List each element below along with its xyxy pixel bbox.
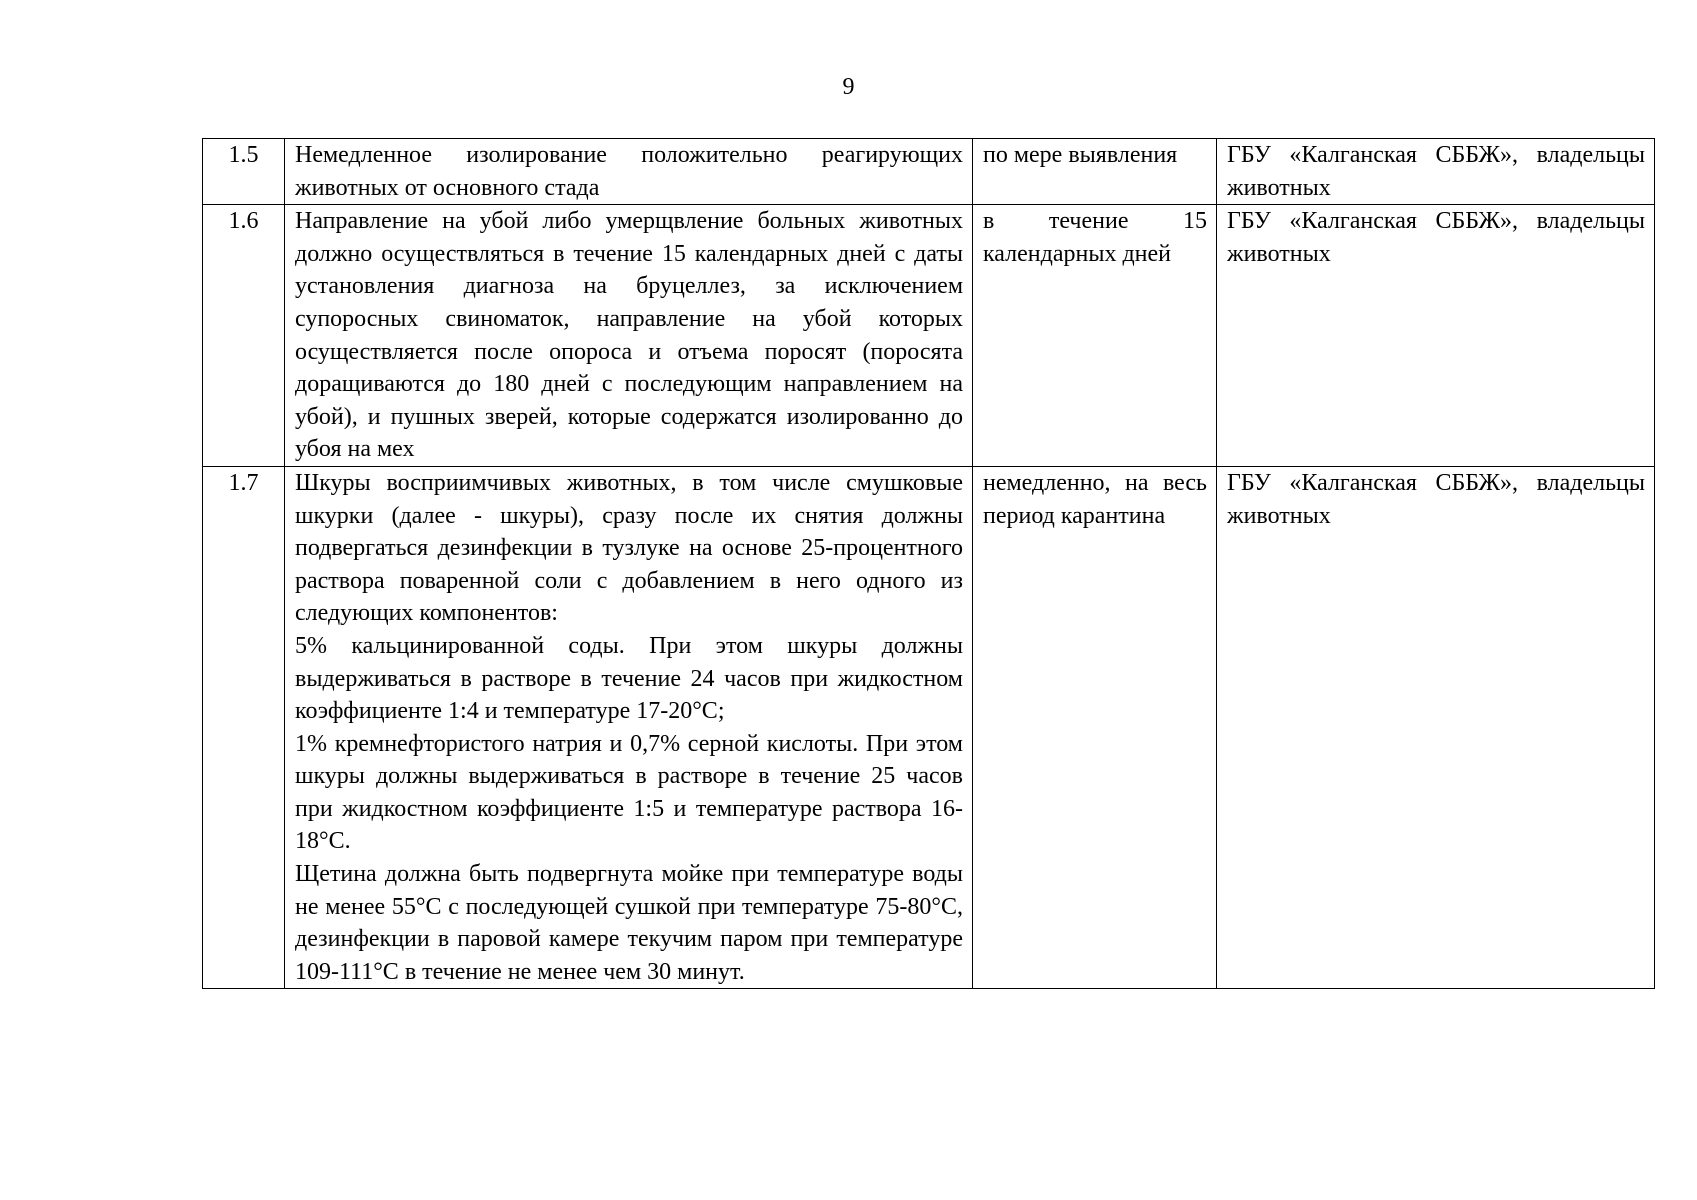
measure-text: Немедленное изолирование положительно реагирующих животных от основного стада bbox=[295, 142, 963, 201]
responsible-cell: ГБУ «Калганская СББЖ», владельцы животных bbox=[1217, 466, 1655, 989]
measure-cell bbox=[285, 205, 973, 467]
deadline-cell: в течение 15 календарных дней bbox=[973, 205, 1217, 467]
measure-cell bbox=[285, 466, 973, 989]
measures-table bbox=[202, 138, 1655, 989]
responsible-cell: ГБУ «Калганская СББЖ», владельцы животных bbox=[1217, 139, 1655, 205]
responsible-cell: ГБУ «Калганская СББЖ», владельцы животных bbox=[1217, 205, 1655, 467]
measure-cell bbox=[285, 139, 973, 205]
measure-text: 5% кальцинированной соды. При этом шкуры должны выдерживаться в растворе в течение 24 часов при жидкостном коэффициенте 1:4 и температуре 17-20°С; bbox=[295, 632, 963, 725]
measure-text: 1% кремнефтористого натрия и 0,7% серной кислоты. При этом шкуры должны выдерживаться в растворе в течение 25 часов при жидкостном коэффициенте 1:5 и температуре раствора 16-18°С. bbox=[295, 730, 963, 855]
deadline-cell: по мере выявления bbox=[973, 139, 1217, 205]
row-number: 1.7 bbox=[203, 466, 285, 989]
page-number: 9 bbox=[842, 74, 855, 100]
deadline-cell: немедленно, на весь период карантина bbox=[973, 466, 1217, 989]
measure-text: Направление на убой либо умерщвление больных животных должно осуществляться в течение 15 календарных дней с даты установления диагноза на бруцеллез, за исключением супоросных свиноматок, направление на убой которых осуществляется после опороса и отъема поросят (поросята доращиваются до 180 дней с последующим направлением на убой), и пушных зверей, которые содержатся изолированно до убоя на мех bbox=[295, 208, 963, 463]
measure-text: Шкуры восприимчивых животных, в том числе смушковые шкурки (далее - шкуры), сразу после их снятия должны подвергаться дезинфекции в тузлуке на основе 25-процентного раствора поваренной соли с добавлением в него одного из следующих компонентов: bbox=[295, 469, 963, 627]
table-row bbox=[203, 466, 1655, 989]
table-row bbox=[203, 139, 1655, 205]
table-row bbox=[203, 205, 1655, 467]
row-number: 1.5 bbox=[203, 139, 285, 205]
row-number: 1.6 bbox=[203, 205, 285, 467]
measure-text: Щетина должна быть подвергнута мойке при температуре воды не менее 55°С с последующей сушкой при температуре 75-80°С, дезинфекции в паровой камере текучим паром при температуре 109-111°С в течение не менее чем 30 минут. bbox=[295, 861, 963, 985]
